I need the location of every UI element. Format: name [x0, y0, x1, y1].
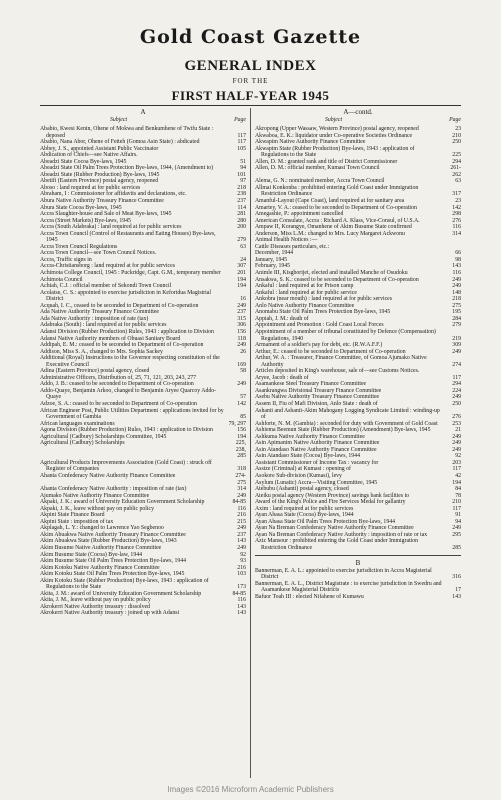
- entry-subject: Cattle Diseases particulars, etc.:: [255, 243, 330, 250]
- entry-subject: Akim Abuakwa State (Rubber Production) Bye-laws, 1943: [40, 538, 177, 545]
- entry-page: 114: [237, 204, 246, 211]
- entry-page: 249: [452, 433, 461, 440]
- entry-subject: Bannerman, E. A. L.: appointed to exercise jurisdiction in Accra Magisterial District: [255, 567, 432, 581]
- entry-page: 143: [237, 610, 246, 617]
- entry-page: 194: [237, 433, 246, 440]
- entry-page: 249: [452, 394, 461, 401]
- index-entry: [40, 126, 246, 139]
- index-entry: [255, 408, 461, 421]
- entry-subject: Bannerman, E. A. L., District Magistrate : to exercise jurisdiction in Swedru and Asamankese Magisterial Districts: [255, 580, 442, 594]
- entry-page: 249: [452, 283, 461, 290]
- entry-subject: Amartey, V. A.: ceased to be seconded to Department of Co-operation: [255, 204, 417, 211]
- entry-page: 16: [240, 296, 246, 303]
- column-subheader: [40, 117, 246, 126]
- entry-subject: Asin Atandaso Native Authority Finance Committee: [255, 446, 377, 453]
- entry-subject: Adina (Eastern Province) postal agency, closed: [40, 368, 150, 375]
- entry-page: 250: [452, 400, 461, 407]
- entry-page: 249: [237, 381, 246, 388]
- section-heading: A: [140, 108, 146, 116]
- entry-subject: Akpini State Finance Board: [40, 512, 105, 519]
- entry-subject: Ateiku postal agency (Western Province) savings bank facilities to: [255, 492, 410, 499]
- entry-subject: Ashforte, N. M. (Gambia) : seconded for duty with Government of Gold Coast: [255, 420, 438, 427]
- entry-subject: Akpaki, J. K.: award of University Education Government Scholarship: [40, 499, 205, 506]
- entry-subject: Akim Busume State (Cocoa) Bye-law, 1944: [40, 551, 143, 558]
- entry-page: 249: [452, 446, 461, 453]
- entry-subject: Akrokerri Native Authority treasury : joined up with Adansi: [40, 610, 180, 617]
- entry-page: 94: [240, 165, 246, 172]
- entry-subject: Ashkuma Native Authority Finance Committee: [255, 433, 365, 440]
- entry-page: 58: [240, 368, 246, 375]
- entry-page: 318: [237, 466, 246, 473]
- section-rule: [255, 555, 461, 556]
- entry-subject: Amanful-Layout (Cape Coast), land required at for sanitary area: [255, 198, 405, 205]
- entry-subject: Anlo Native Authority Finance Committee: [255, 302, 355, 309]
- entry-subject: Abura State Cocoa Bye-laws, 1945: [40, 204, 122, 211]
- half-year-title: FIRST HALF-YEAR 1945: [171, 88, 330, 103]
- entry-subject: Ankobra (near mouth) : land required at for public services: [255, 296, 392, 303]
- entry-page: 279: [452, 322, 461, 329]
- entry-subject: Accra Town Council—see Town Council Notices.: [40, 250, 157, 257]
- entry-page: 17: [455, 587, 461, 594]
- entry-page: 249: [237, 525, 246, 532]
- entry-subject: Accra, Traffic signs in: [40, 256, 92, 263]
- entry-subject: Asin Apimanim Native Authority Finance Committee: [255, 440, 380, 447]
- entry-page: 142: [237, 400, 246, 407]
- entry-page: 118: [237, 335, 246, 342]
- entry-page: 249: [452, 525, 461, 532]
- entry-subject: Axim : land required at for public services: [255, 505, 354, 512]
- entry-subject: Ada Native Authority : imposition of rate (tax): [40, 315, 149, 322]
- entry-subject: Assistant Commissioner of Income Tax : vacancy for: [255, 459, 379, 466]
- index-entry: [255, 568, 461, 581]
- entry-subject: Ankaful : land required at for public service: [255, 289, 357, 296]
- index-entries: [40, 126, 246, 617]
- entry-subject: Addison, Miss S. A., changed to Mrs. Sophia Sackey: [40, 348, 163, 355]
- entry-subject: Bafuor Toah III : elected Nifahene of Kumawu: [255, 593, 364, 600]
- entry-page: 261-262: [450, 165, 461, 178]
- entry-subject: American Consulate, Accra : Richard A. Klass, Vice-Consul, of U.S.A.: [255, 217, 420, 224]
- entry-page: 92: [240, 551, 246, 558]
- entry-page: 92: [455, 453, 461, 460]
- entry-page: 98: [455, 256, 461, 263]
- entry-page: 276: [452, 217, 461, 224]
- entry-page: 84-85: [232, 590, 246, 597]
- entry-page: 210: [452, 499, 461, 506]
- entry-subject: Anderson, Miss L.M.: changed to Mrs. Lucy Margaret Ackwonu: [255, 230, 405, 237]
- subject-label: Subject: [325, 117, 343, 123]
- entry-page: 314: [452, 230, 461, 237]
- entry-subject: Akpaki, J. K., leave without pay on public policy: [40, 505, 154, 512]
- entry-page: 216: [237, 564, 246, 571]
- left-column: [40, 108, 246, 617]
- entry-page: 285: [452, 545, 461, 551]
- entry-subject: Akropong (Upper Wassaw, Western Province) postal agency, reopened: [255, 126, 419, 132]
- gazette-title: Gold Coast Gazette: [139, 26, 362, 48]
- entry-subject: Akim Busume State Oil Palm Trees Protection Bye-laws, 1944: [40, 558, 187, 565]
- entry-page: 238: [237, 191, 246, 198]
- entry-page: 101: [237, 171, 246, 178]
- entry-subject: Abraham, I : Commissioner for affidavits and declarations, etc.: [40, 191, 187, 198]
- entry-subject: Aboso : land required at for public services: [40, 184, 141, 191]
- index-entry: [255, 165, 461, 178]
- entry-page: 85: [240, 414, 246, 421]
- entry-page: 314: [237, 486, 246, 493]
- entry-subject: Akwapim Native Authority Finance Committee: [255, 139, 366, 146]
- entry-page: 295: [452, 531, 461, 538]
- entry-subject: Akim Busume Native Authority Finance Committee: [40, 545, 162, 551]
- entry-subject: Aziz Mansour : prohibited entering the Gold Coast under Immigration Restriction Ordinance: [255, 538, 419, 551]
- entry-page: 249: [237, 492, 246, 499]
- index-entry: [40, 355, 246, 368]
- entry-page: 316: [452, 574, 461, 581]
- entry-page: 281: [237, 211, 246, 218]
- entry-page: 284: [452, 315, 461, 322]
- entry-page: 51: [240, 158, 246, 165]
- entry-subject: Agona Division (Rubber Production) Rules, 1943 : application to Division: [40, 427, 213, 434]
- entry-subject: Ansakwa, S. K.: ceased to be seconded to Department of Co-operation: [255, 276, 419, 283]
- entry-page: 143: [452, 593, 461, 600]
- entry-page: 103: [237, 571, 246, 578]
- entry-subject: Ahanta Confederacy Native Authority Finance Committee: [40, 472, 176, 479]
- entry-subject: Agricultural Products Improvements Association (Gold Coast) : struck off Register of Companies: [40, 459, 212, 473]
- entry-page: 156: [237, 328, 246, 335]
- entry-page: 57: [240, 394, 246, 401]
- entry-page: 275: [452, 302, 461, 309]
- entry-subject: Accra (South Adabraka) : land required at for public services: [40, 224, 182, 231]
- entry-page: 194: [237, 283, 246, 290]
- entry-page: 84: [455, 486, 461, 493]
- entry-subject: Akita, J. M.: award of University Education Government Scholarship: [40, 590, 202, 597]
- entry-subject: Addo-Quaye, Benjamin Arkoo, changed to Benjamin Aryee Quarcoy Addo-Quaye: [40, 387, 217, 401]
- index-entry: [255, 355, 461, 368]
- entry-page: 26: [240, 348, 246, 355]
- entry-page: 173: [237, 584, 246, 591]
- entry-subject: African languages examinations: [40, 420, 115, 427]
- entry-page: 143: [237, 603, 246, 610]
- index-entry: [255, 594, 461, 601]
- for-the-text: FOR THE: [232, 77, 269, 85]
- index-entry: [40, 290, 246, 303]
- entry-subject: Agricultural (Cadbury) Scholarships Committee, 1945: [40, 433, 167, 440]
- entry-page: 309: [452, 342, 461, 349]
- entry-page: 116: [237, 597, 246, 604]
- entry-subject: Asankrangwa Divisional Treasury Finance Committee: [255, 387, 382, 394]
- entry-page: 298: [452, 211, 461, 218]
- entry-page: 210: [452, 132, 461, 139]
- entry-page: 249: [237, 545, 246, 551]
- entry-page: 63: [240, 243, 246, 250]
- entry-subject: Abeadzi State (Rubber Production) Bye-laws, 1945: [40, 171, 160, 178]
- entry-subject: African Engineer Post, Public Utilities Department : applications invited for by Government of Gambia: [40, 407, 224, 421]
- entry-subject: Ayan Abasa State Oil Palm Trees Protection Bye-laws, 1944: [255, 518, 396, 525]
- entry-subject: Achimota Council: [40, 276, 83, 283]
- entry-subject: Arthur, W. A. : Treasurer, Finance Committee, of Gomoa Ajumako Native Authority: [255, 355, 427, 368]
- entry-page: 249: [452, 276, 461, 283]
- copyright-footer: Images ©2016 Microform Academic Publishers: [167, 785, 334, 794]
- entry-subject: Acquah, I. C., ceased to be seconded to Department of Co-operation: [40, 302, 199, 309]
- entry-subject: Adabraka (South) : land required at for public services: [40, 322, 167, 329]
- entry-subject: Akpini State : imposition of tax: [40, 518, 114, 525]
- index-title: GENERAL INDEX: [184, 58, 317, 74]
- index-entry: [40, 460, 246, 473]
- page-label: Page: [234, 117, 246, 123]
- entry-subject: Award of the King's Police and Fire Services Medal for gallantry: [255, 499, 406, 506]
- entry-page: 306: [237, 322, 246, 329]
- entry-page: 317: [452, 191, 461, 198]
- entry-page: 143: [452, 263, 461, 270]
- entry-subject: Amegashie, P.: appointment cancelled: [255, 211, 344, 218]
- entry-page: 117: [237, 132, 246, 139]
- entry-page: 116: [237, 505, 246, 512]
- entry-subject: Accra (Street Markets) Bye-laws, 1945: [40, 217, 131, 224]
- entry-subject: Articles deposited in King's warehouse, sale of—see Customs Notices.: [255, 368, 420, 375]
- entry-page: 91: [455, 512, 461, 519]
- entry-subject: Ababio, Kwesi Kenin, Ohene of Mokwa and Benkumhene of Twifu State : deposed: [40, 126, 214, 139]
- entry-page: 237: [237, 309, 246, 316]
- entry-page: 216: [237, 512, 246, 519]
- entry-subject: Abeadzi State Cocoa Bye-laws, 1945: [40, 158, 127, 165]
- entry-page: 218: [452, 296, 461, 303]
- entry-page: 200: [237, 224, 246, 231]
- index-entry: [40, 388, 246, 401]
- entry-page: 201: [237, 270, 246, 277]
- entry-subject: Animal Health Notices :—: [255, 237, 318, 244]
- entry-subject: Allen, D. M.: official member, Kumasi Town Council: [255, 165, 380, 172]
- entry-subject: Akim Abuakwa Native Authority Treasury Finance Committee: [40, 531, 186, 538]
- entry-page: 315: [237, 315, 246, 322]
- entry-subject: Abetifi (Eastern Province) postal agency, reopened: [40, 178, 159, 185]
- entry-page: 93: [240, 558, 246, 565]
- entry-page: 249: [237, 342, 246, 349]
- entry-page: 66: [455, 250, 461, 257]
- entry-page: 78: [455, 492, 461, 499]
- entry-subject: Adansi Division (Rubber Production) Rules, 1943 : application to Division: [40, 328, 214, 335]
- page-label: Page: [449, 117, 461, 123]
- entry-subject: Acolatse, C. S.: appointed to exercise jurisdiction in Keforidua Magistrial District: [40, 289, 211, 303]
- entry-page: 117: [237, 139, 246, 146]
- entry-subject: Akrokerri Native Authority treasury : dissolved: [40, 603, 150, 610]
- entry-page: 21: [455, 427, 461, 434]
- entry-page: 237: [237, 198, 246, 205]
- section-heading: B: [355, 558, 361, 567]
- entry-page: 117: [452, 505, 461, 512]
- entry-subject: Ahanta Confederacy Native Authority : imposition of rate (tax): [40, 486, 187, 493]
- entry-subject: Akim Kotoku Native Authority Finance Committee: [40, 564, 160, 571]
- entry-subject: Accra Town Council (Control of Restaurants and Eating Houses) Bye-laws, 1945: [40, 230, 216, 244]
- entry-subject: Adansi Native Authority members of Obuasi Sanitary Board: [40, 335, 181, 342]
- index-entry: [40, 578, 246, 591]
- top-rule: [40, 105, 461, 106]
- entry-subject: Accra-Christiansborg : land required at for public services: [40, 263, 175, 270]
- entry-subject: Ajumako Native Authority Finance Committee: [40, 492, 150, 499]
- entry-subject: Akwapim State (Rubber Production) Bye-laws, 1943 : application of Regulations to the State: [255, 145, 415, 159]
- entry-page: 94: [455, 518, 461, 525]
- entry-page: 294: [452, 158, 461, 165]
- entry-subject: Ada Native Authority Treasury Finance Committee: [40, 309, 159, 316]
- index-entry: [255, 146, 461, 159]
- entry-page: 253: [452, 420, 461, 427]
- entry-subject: Abdication of Chiefs—see Native Affairs.: [40, 152, 138, 159]
- entry-subject: Akim Kotoku State Oil Palm Trees Protection Bye-laws, 1945: [40, 571, 185, 578]
- entry-subject: Achimota College Council, 1945 : Puckridge, Capt. G.M., temporary member: [40, 270, 221, 277]
- index-entry: [40, 473, 246, 486]
- subject-label: Subject: [110, 117, 128, 123]
- entry-page: 237: [237, 531, 246, 538]
- entry-page: 42: [455, 472, 461, 479]
- entry-subject: Accra Town Council Regulations: [40, 243, 118, 250]
- entry-page: 24: [240, 256, 246, 263]
- entry-subject: Asamankese Steel Treasury Finance Committee: [255, 381, 367, 388]
- entry-subject: Ayan Na Breman Confederacy Native Authority Finance Committee: [255, 525, 414, 532]
- entry-page: 142: [452, 204, 461, 211]
- entry-page: 225: [452, 152, 461, 159]
- entry-page: 279: [237, 237, 246, 244]
- entry-subject: Assize (Criminal) at Kumasi : opening of: [255, 466, 351, 473]
- entry-page: 249: [237, 302, 246, 309]
- entry-page: 169: [237, 361, 246, 368]
- entry-page: 143: [237, 538, 246, 545]
- index-entry: [255, 538, 461, 551]
- entry-page: 84-85: [232, 499, 246, 506]
- entry-subject: Akplagah, L. Y.: changed to Lawrence Yao Segbenoo: [40, 525, 164, 532]
- entry-subject: Asebu Native Authority Treasury Finance Committee: [255, 394, 380, 401]
- entry-subject: Anomabu State Oil Palm Trees Protection Bye-laws, 1945: [255, 309, 391, 316]
- entry-subject: January, 1945: [255, 256, 288, 263]
- entry-subject: Assem II, Fiu of Mafi Division, Anlo State : death of: [255, 400, 378, 407]
- entry-subject: Akita, J. M., leave without pay on public policy: [40, 597, 151, 604]
- entry-page: 195: [452, 309, 461, 316]
- entry-subject: Appointment and Promotion : Gold Coast Local Forces: [255, 322, 384, 329]
- entry-subject: Abura Native Authority Treasury Finance Committee: [40, 198, 164, 205]
- entry-page: 23: [455, 198, 461, 205]
- entry-subject: Akim Kotoku State (Rubber Production) Bye-laws, 1943 : application of Regulations to the State: [40, 577, 209, 591]
- entry-subject: Atebubu (Ashanti) postal agency, closed: [255, 486, 349, 493]
- entry-subject: Ampaw II, Korangye, Omanhene of Akim Busume State confirmed: [255, 224, 412, 231]
- entry-page: 105: [237, 145, 246, 152]
- entry-subject: Achiah, C.J. : official member of Sekondi Town Council: [40, 283, 172, 290]
- entry-page: 194: [452, 479, 461, 486]
- entry-page: 274: [452, 361, 461, 368]
- entry-subject: Abbey, J. S., appointed Assistant Public Vaccinator: [40, 145, 159, 152]
- entry-subject: Ayan Abasa State (Cocoa) Bye-laws, 1944: [255, 512, 354, 519]
- index-entry: [255, 329, 461, 342]
- entry-page: 116: [452, 270, 461, 277]
- entry-subject: Allmai Konkonba : prohibited entering Gold Coast under Immigration Restriction Ordinance: [255, 184, 419, 198]
- index-entry: [40, 231, 246, 244]
- column-subheader: [255, 117, 461, 126]
- entry-subject: Addo, J. B.: ceased to be seconded to Department of Co-operation: [40, 381, 194, 388]
- index-entries: [255, 126, 461, 552]
- entry-subject: Allen, D. M.: granted rank and title of District Commissioner: [255, 158, 398, 165]
- entry-subject: Ashanti and Ashanti-Akim Mahogany Logging Syndicate Limited : winding-up of: [255, 407, 440, 421]
- index-entry: [255, 581, 461, 594]
- entry-subject: Asin Atandaso State (Cocoa) Bye-laws, 1944: [255, 453, 360, 460]
- entry-page: 225, 238, 285: [235, 440, 246, 460]
- index-entry: [40, 440, 246, 460]
- column-divider: [250, 108, 251, 778]
- entry-subject: Asylum (Lunatic) Accra—Visiting Committee, 1945: [255, 479, 378, 486]
- entry-page: 194: [237, 276, 246, 283]
- entry-page: 148: [452, 289, 461, 296]
- entry-page: 218: [237, 184, 246, 191]
- entry-page: 249: [452, 440, 461, 447]
- entry-subject: Accra Slaughter-house and Sale of Meat Bye-laws, 1945: [40, 211, 172, 218]
- entry-subject: Ashiema Beemun State (Rubber Production) (Amendment) Bye-laws, 1945: [255, 427, 431, 434]
- index-entries: [255, 568, 461, 601]
- entry-page: 250: [452, 139, 461, 146]
- entry-page: 276: [452, 414, 461, 421]
- entry-subject: Akwaboa, E. K.: liquidator under Co-operative Societies Ordinance: [255, 132, 413, 139]
- entry-page: 215: [237, 518, 246, 525]
- entry-subject: Aryee, Jacob : death of: [255, 374, 309, 381]
- entry-subject: Ababio, Nana Abor, Ohene of Fetteh (Gomoa Asin State) : abdicated: [40, 139, 200, 146]
- entry-page: 23: [455, 126, 461, 132]
- entry-subject: Abeadzi State Oil Palm Trees Protection Bye-laws, 1944, (Amendment to): [40, 165, 214, 172]
- entry-page: 274-275: [235, 472, 246, 486]
- entry-subject: Armament of a soldier's pay for debt, etc. (R.W.A.F.F.): [255, 342, 383, 349]
- entry-subject: Ayan Na Breman Confederacy Native Authority : imposition of rate or tax: [255, 531, 428, 538]
- right-column: [255, 108, 461, 600]
- entry-subject: Arthur, E.: ceased to be seconded to Department of Co-operation: [255, 348, 406, 355]
- entry-page: 79, 297: [228, 420, 246, 427]
- entry-page: 203: [452, 459, 461, 466]
- entry-subject: December, 1944: [255, 250, 294, 257]
- entry-page: 280: [237, 217, 246, 224]
- entry-subject: Animle III, Kisgborijet, elected and installed Manche of Osudoku: [255, 270, 408, 277]
- entry-subject: Appointment of a member of tribunal constituted by Defence (Compensation) Regulations, 1940: [255, 328, 436, 342]
- index-entry: [255, 185, 461, 198]
- index-entry: [40, 610, 246, 617]
- entry-subject: Asokore Sub-division (Kumasi), levy: [255, 472, 342, 479]
- entry-page: 117: [452, 374, 461, 381]
- index-entry: [40, 408, 246, 421]
- entry-subject: Addipah, E. M.: ceased to be seconded to Department of Co-operation: [40, 342, 204, 349]
- entry-subject: February, 1945: [255, 263, 291, 270]
- entry-page: 219: [452, 335, 461, 342]
- entry-subject: Alema, G. N.: nominated member, Accra Town Council: [255, 178, 385, 185]
- entry-subject: Adzoe, S. A.: ceased to be seconded to Department of Co-operation: [40, 400, 197, 407]
- entry-page: 97: [240, 178, 246, 185]
- entry-page: 63: [455, 178, 461, 185]
- entry-subject: Agricultural (Cadbury) Scholarships: [40, 440, 125, 447]
- entry-subject: Appiah, J. M.: death of: [255, 315, 309, 322]
- entry-subject: Ankaful : land required at for Prison camp: [255, 283, 354, 290]
- entry-page: 307: [237, 263, 246, 270]
- entry-page: 294: [452, 381, 461, 388]
- entry-page: 224: [452, 387, 461, 394]
- entry-subject: Additional (Royal) Instructions to the Governor respecting constitution of the Executive Council: [40, 355, 220, 368]
- entry-subject: Administrative Officers, Distribution of, 25, 71, 121, 203, 243, 277: [40, 374, 197, 381]
- entry-page: 156: [237, 427, 246, 434]
- entry-page: 117: [452, 466, 461, 473]
- section-heading: A—contd.: [343, 108, 373, 116]
- entry-page: 116: [452, 224, 461, 231]
- entry-page: 249: [452, 348, 461, 355]
